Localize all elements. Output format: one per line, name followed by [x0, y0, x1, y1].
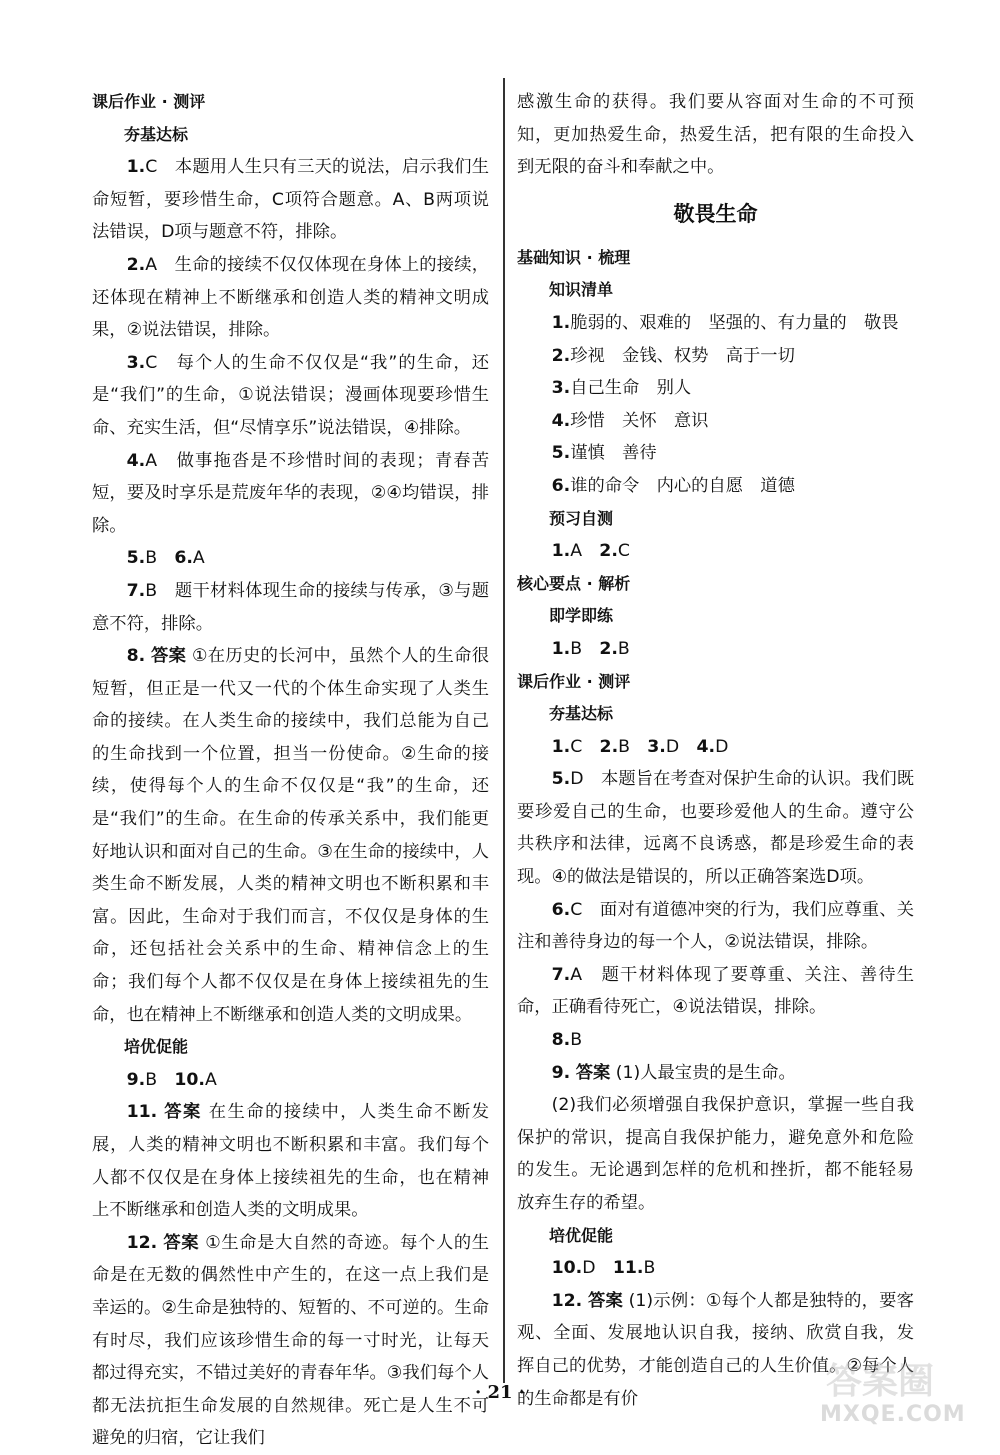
item-number: 2.: [599, 541, 618, 562]
answer-item: [92, 249, 489, 347]
item-text: C: [570, 736, 600, 757]
section-heading: 课后作业 · 测评: [517, 671, 631, 691]
item-number: 10.: [174, 1069, 205, 1090]
item-number: 3.: [551, 378, 571, 399]
subsection-heading: 预习自测: [549, 508, 614, 528]
watermark-url: MXQE.COM: [820, 1402, 966, 1427]
right-column: [517, 86, 914, 1415]
answer-item-continued: (2)我们必须增强自我保护意识，掌握一些自我保护的常识，提高自我保护能力，避免意外和危险的发生。无论遇到怎样的危机和挫折，都不能轻易放弃生存的希望。: [517, 1095, 914, 1213]
item-text: B: [570, 1030, 583, 1051]
item-number: 9.: [126, 1069, 146, 1090]
item-text: C 面对有道德冲突的行为，我们应尊重、关注和善待身边的每一个人，②说法错误，排除。: [517, 899, 914, 953]
item-number: 3.: [126, 352, 146, 373]
section-heading: 核心要点 · 解析: [517, 573, 631, 593]
answer-item: [92, 1096, 489, 1226]
item-text: D: [715, 736, 729, 757]
item-number: 2.: [551, 345, 571, 366]
item-text: C 本题用人生只有三天的说法，启示我们生命短暂，要珍惜生命，C项符合题意。A、B两项说法错误，D项与题意不符，排除。: [92, 157, 489, 243]
section-heading: 基础知识 · 梳理: [517, 247, 631, 267]
item-text: A: [204, 1069, 217, 1090]
item-text: 自己生命 别人: [570, 378, 692, 399]
answer-item: [92, 640, 489, 1031]
item-text: 在生命的接续中，人类生命不断发展，人类的精神文明也不断积累和丰富。我们每个人都不仅仅是在身体上接续祖先的生命，也在精神上不断继承和创造人类的文明成果。: [92, 1102, 489, 1221]
item-number: 11.: [612, 1258, 644, 1279]
item-text: ①生命是大自然的奇迹。每个人的生命是在无数的偶然性中产生的，在这一点上我们是幸运的。②生命是独特的、短暂的、不可逆的。生命有时尽，我们应该珍惜生命的每一寸时光，让每天都过得充实，不错过美好的青春年华。③我们每个人都无法抗拒生命发展的自然规律。死亡是人生不可避免的归宿，它让我们: [92, 1232, 489, 1449]
item-number: 12.: [551, 1290, 583, 1311]
knowledge-item: [517, 437, 914, 470]
item-text: A: [570, 541, 600, 562]
item-text: 谨慎 善待: [570, 443, 657, 464]
item-text: ①在历史的长河中，虽然个人的生命很短暂，但正是一代又一代的个体生命实现了人类生命的接续。在人类生命的接续中，我们总能为自己的生命找到一个位置，担当一份使命。②生命的接续，使得每个人的生命不仅仅是“我”的生命，还是“我们”的生命。在生命的传承关系中，我们能更好地认识和面对自己的生命。③在生命的接续中，人类生命不断发展，人类的精神文明也不断积累和丰富。因此，生命对于我们而言，不仅仅是身体的生命，还包括社会关系中的生命、精神信念上的生命；我们每个人都不仅仅是在身体上接续祖先的生命，也在精神上不断继承和创造人类的文明成果。: [92, 646, 489, 1025]
answer-item: [517, 763, 914, 893]
item-number: 6.: [174, 548, 193, 569]
item-number: 1.: [551, 736, 571, 757]
item-text: B: [570, 638, 600, 659]
item-number: 1.: [551, 312, 571, 333]
item-text: B: [618, 736, 648, 757]
answer-item: [517, 1024, 914, 1057]
item-text: 谁的命令 内心的自愿 道德: [570, 475, 795, 496]
item-text: B 题干材料体现生命的接续与传承，③与题意不符，排除。: [92, 580, 489, 634]
subsection-heading: 即学即练: [549, 606, 614, 626]
item-text: 脆弱的、艰难的 坚强的、有力量的 敬畏: [570, 312, 899, 333]
answer-item: [517, 959, 914, 1024]
item-number: 4.: [696, 736, 716, 757]
answer-item: [517, 894, 914, 959]
answer-item: [92, 575, 489, 640]
item-number: 1.: [551, 638, 571, 659]
answer-item: [92, 542, 489, 575]
answer-item: [517, 1252, 914, 1285]
item-text: B: [617, 638, 630, 659]
subsection-heading: 培优促能: [124, 1037, 189, 1057]
answer-item: [92, 1227, 489, 1455]
item-text: B: [145, 1069, 175, 1090]
item-text: D: [665, 736, 697, 757]
answer-label: 答案: [151, 646, 187, 667]
item-number: 4.: [551, 410, 571, 431]
subsection-heading: 夯基达标: [549, 704, 614, 724]
item-text: B: [643, 1258, 656, 1279]
item-text: 珍视 金钱、权势 高于一切: [570, 345, 795, 366]
item-number: 5.: [551, 769, 571, 790]
item-number: 6.: [551, 899, 571, 920]
item-number: 2.: [599, 736, 619, 757]
watermark-text: 答案圈: [826, 1361, 935, 1402]
item-number: 6.: [551, 475, 571, 496]
item-text: A 题干材料体现了要尊重、关注、善待生命，正确看待死亡，④说法错误，排除。: [517, 964, 914, 1018]
answer-label: 答案: [587, 1290, 623, 1311]
answer-item: [517, 535, 914, 568]
item-text: A 做事拖沓是不珍惜时间的表现；青春苦短，要及时享乐是荒废年华的表现，②④均错误，排除。: [92, 450, 489, 536]
continued-text: 感激生命的获得。我们要从容面对生命的不可预知，更加热爱生命，热爱生活，把有限的生命投入到无限的奋斗和奉献之中。: [517, 92, 914, 178]
item-number: 5.: [551, 443, 571, 464]
section-heading: 课后作业 · 测评: [92, 92, 206, 111]
item-text: D: [582, 1258, 613, 1279]
item-text: A: [192, 548, 205, 569]
answer-item: [517, 1057, 914, 1090]
item-text: B: [145, 548, 175, 569]
knowledge-item: [517, 372, 914, 405]
knowledge-item: [517, 340, 914, 373]
item-number: 8.: [551, 1030, 571, 1051]
knowledge-item: [517, 405, 914, 438]
item-number: 4.: [126, 450, 146, 471]
page-number: · 21 ·: [474, 1382, 526, 1403]
item-text: D 本题旨在考查对保护生命的认识。我们既要珍爱自己的生命，也要珍爱他人的生命。遵守公共秩序和法律，远离不良诱惑，都是珍爱生命的表现。④的做法是错误的，所以正确答案选D项。: [517, 769, 914, 888]
answer-item: [92, 1064, 489, 1097]
item-number: 3.: [647, 736, 666, 757]
answer-item: [92, 347, 489, 445]
item-text: A 生命的接续不仅仅体现在身体上的接续，还体现在精神上不断继承和创造人类的精神文明成果，②说法错误，排除。: [92, 254, 489, 341]
item-number: 8.: [126, 646, 146, 667]
lesson-title: 敬畏生命: [673, 201, 758, 226]
item-text: C 每个人的生命不仅仅是“我”的生命，还是“我们”的生命，①说法错误；漫画体现要珍惜生命、充实生活，但“尽情享乐”说法错误，④排除。: [92, 352, 489, 438]
item-number: 10.: [551, 1258, 583, 1279]
item-number: 9.: [551, 1062, 571, 1083]
answer-label: 答案: [164, 1102, 202, 1123]
item-number: 7.: [126, 580, 146, 601]
answer-item: [92, 151, 489, 249]
answer-item: [92, 445, 489, 543]
answer-label: 答案: [575, 1062, 611, 1083]
item-text: (1)示例：①每个人都是独特的，要客观、全面、发展地认识自我，接纳、欣赏自我，发挥自己的优势，才能创造自己的人生价值。②每个人的生命都是有价: [517, 1290, 914, 1409]
item-number: 11.: [126, 1102, 158, 1123]
answer-label: 答案: [163, 1232, 200, 1253]
item-number: 7.: [551, 964, 571, 985]
item-text: (1)人最宝贵的是生命。: [615, 1062, 796, 1083]
item-text: C: [617, 541, 630, 562]
column-divider: [503, 78, 505, 1383]
item-number: 1.: [551, 541, 571, 562]
subsection-heading: 培优促能: [549, 1225, 614, 1245]
left-column: [92, 86, 489, 1455]
item-number: 2.: [599, 638, 618, 659]
watermark-logo: [820, 1355, 988, 1427]
item-number: 12.: [126, 1232, 158, 1253]
item-text: 珍惜 关怀 意识: [570, 410, 709, 431]
answer-item: [517, 633, 914, 666]
item-number: 1.: [126, 157, 146, 178]
knowledge-item: [517, 470, 914, 503]
knowledge-item: [517, 307, 914, 340]
item-number: 2.: [126, 254, 146, 275]
subsection-heading: 夯基达标: [124, 124, 189, 144]
subsection-heading: 知识清单: [549, 280, 614, 300]
answer-item: [517, 731, 914, 764]
item-number: 5.: [126, 548, 146, 569]
